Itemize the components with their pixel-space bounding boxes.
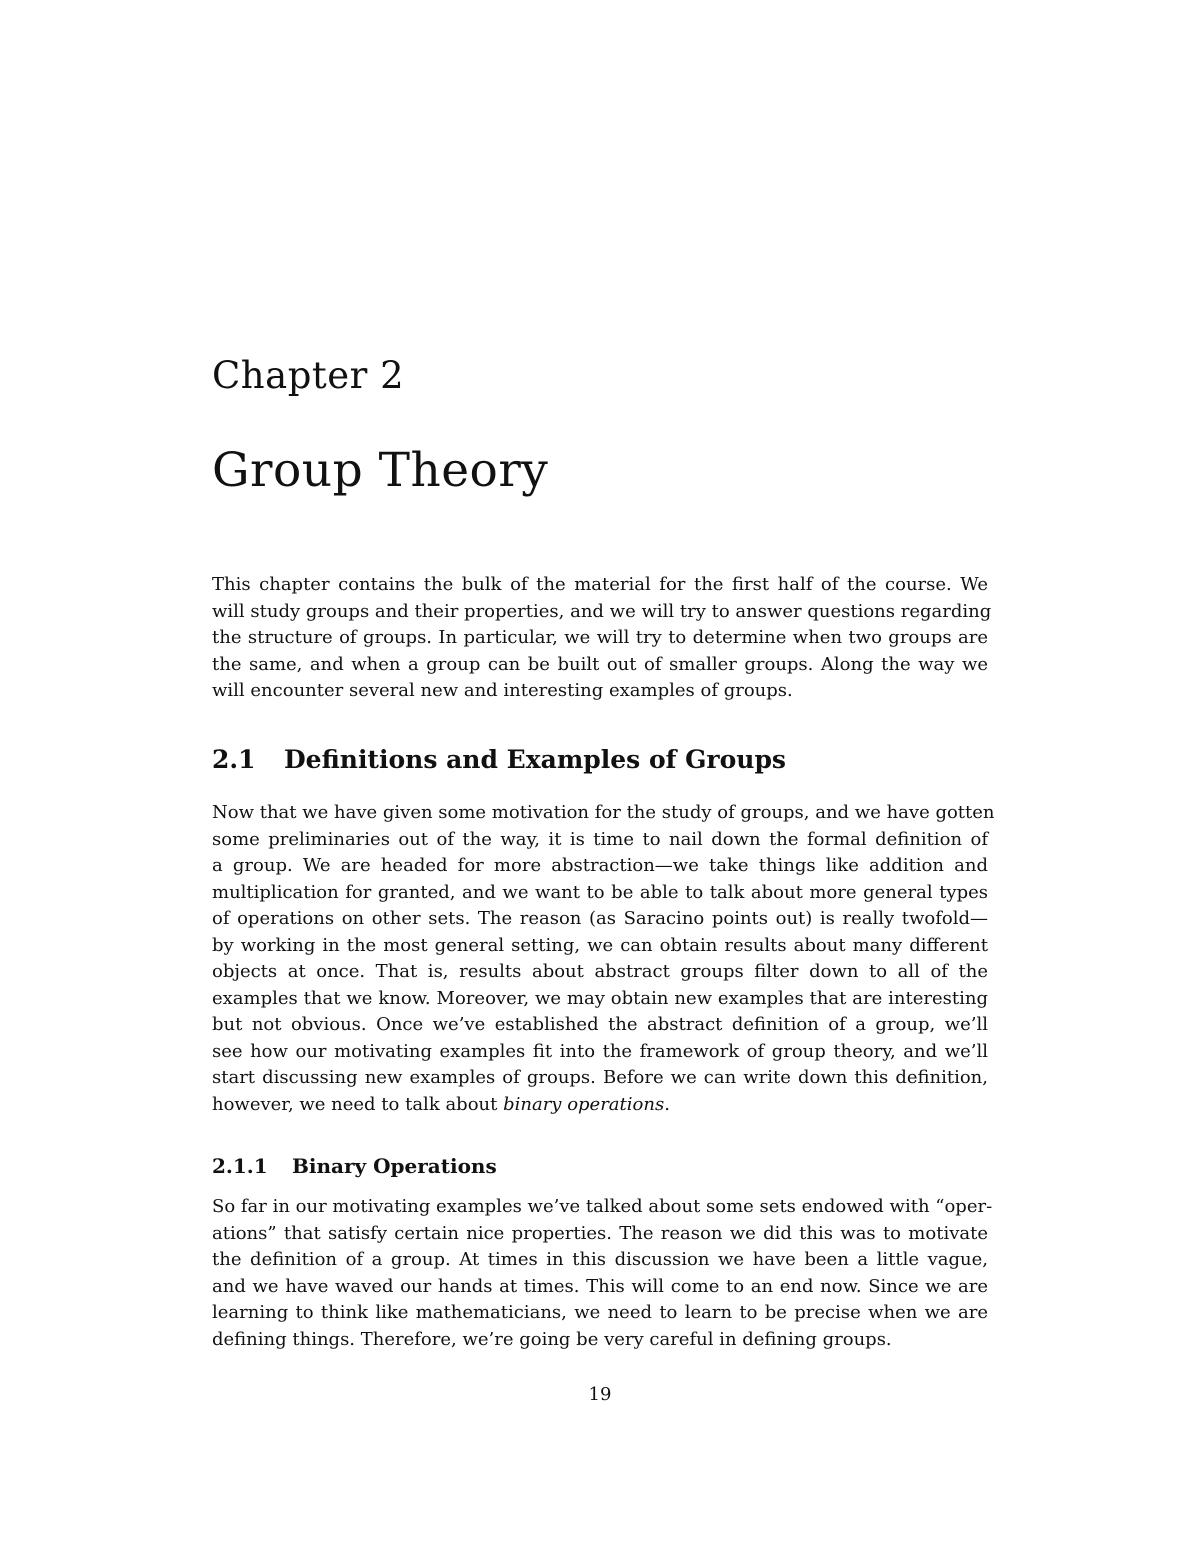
subsection-number: 2.1.1 [212,1154,268,1178]
binary-operations-emphasis: binary operations [503,1093,665,1115]
section-line: examples that we know. Moreover, we may obtain new examples that are interesting [212,987,988,1009]
section-paragraph [212,800,995,1118]
section-line: some preliminaries out of the way, it is time to nail down the formal definition of [212,828,988,850]
chapter-title: Group Theory [212,443,549,498]
page-number: 19 [588,1384,612,1405]
subsection-line: defining things. Therefore, we’re going be very careful in defining groups. [212,1328,892,1350]
intro-line: the structure of groups. In particular, we will try to determine when two groups are [212,627,988,648]
section-line: see how our motivating examples fit into the framework of group theory, and we’ll [212,1040,988,1062]
section-line: of operations on other sets. The reason (as Saracino points out) is really twofold— [212,908,988,929]
subsection-paragraph [212,1194,993,1353]
section-line: objects at once. That is, results about abstract groups filter down to all of the [212,961,988,982]
section-line: start discussing new examples of groups. Before we can write down this definition, [212,1067,988,1088]
subsection-line: the definition of a group. At times in this discussion we have been a little vague, [212,1249,988,1270]
intro-paragraph [212,572,992,705]
subsection-line: So far in our motivating examples we’ve talked about some sets endowed with “oper- [212,1196,993,1217]
section-last-line [212,1092,988,1119]
subsection-line: and we have waved our hands at times. This will come to an end now. Since we are [212,1275,988,1297]
section-last-line-prefix: however, we need to talk about [212,1093,504,1115]
section-title: Definitions and Examples of Groups [284,745,787,774]
section-last-line-suffix: . [664,1093,670,1115]
section-line: Now that we have given some motivation for the study of groups, and we have gotten [212,802,995,823]
intro-line: will encounter several new and interesting examples of groups. [212,680,793,701]
section-line: by working in the most general setting, we can obtain results about many different [212,934,988,956]
section-number: 2.1 [212,745,256,774]
section-heading [212,742,786,778]
subsection-title: Binary Operations [292,1154,497,1178]
intro-line: the same, and when a group can be built out of smaller groups. Along the way we [212,653,988,675]
subsection-heading [212,1152,497,1180]
subsection-line: learning to think like mathematicians, we need to learn to be precise when we are [212,1302,988,1323]
subsection-line: ations” that satisfy certain nice properties. The reason we did this was to motivate [212,1222,988,1244]
section-line: a group. We are headed for more abstraction—we take things like addition and [212,855,988,876]
chapter-label: Chapter 2 [212,354,405,397]
intro-line: will study groups and their properties, and we will try to answer questions regarding [212,600,992,622]
section-line: but not obvious. Once we’ve established the abstract definition of a group, we’ll [212,1014,988,1035]
section-line: multiplication for granted, and we want to be able to talk about more general types [212,881,988,903]
intro-line: This chapter contains the bulk of the material for the first half of the course. We [212,574,988,595]
